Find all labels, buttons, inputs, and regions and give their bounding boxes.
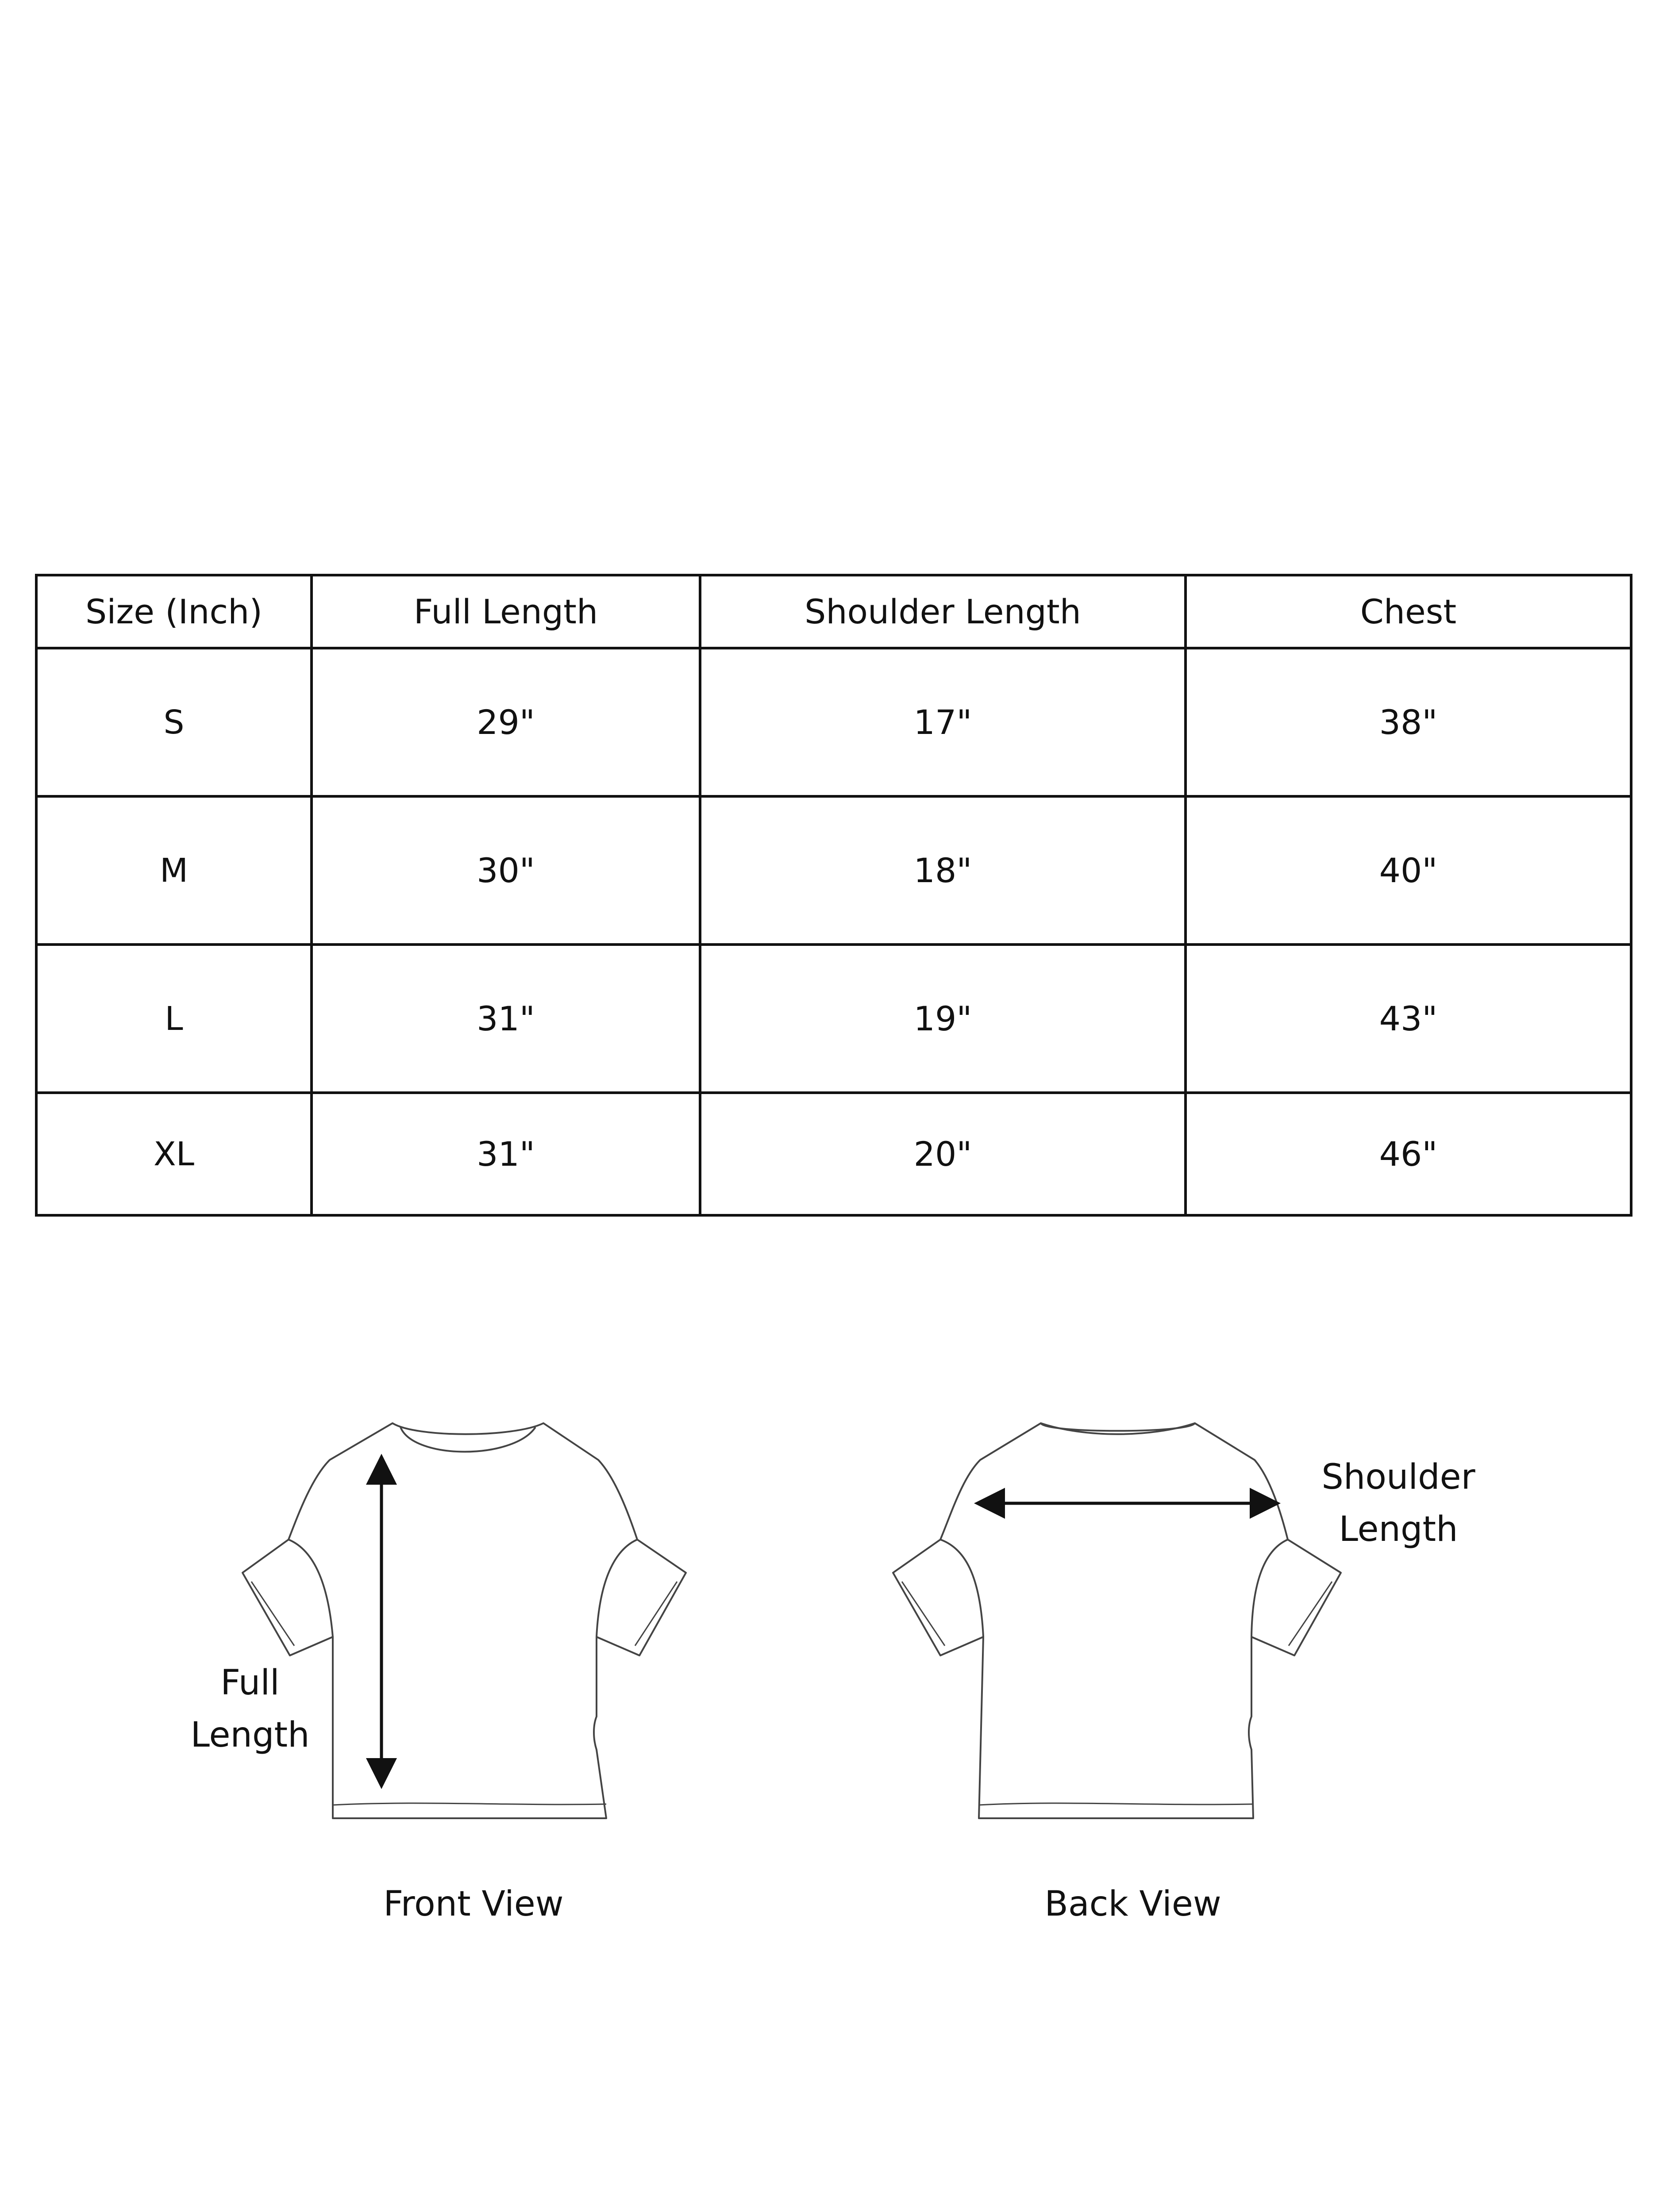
header-size: Size (Inch) (36, 575, 312, 648)
cell-shoulder-length: 20" (700, 1093, 1186, 1215)
cell-size: M (36, 796, 312, 945)
full-length-label: Full Length (190, 1663, 310, 1755)
cell-shoulder-length: 19" (700, 945, 1186, 1093)
cell-chest: 46" (1186, 1093, 1631, 1215)
front-view-caption: Front View (383, 1884, 564, 1924)
cell-chest: 40" (1186, 796, 1631, 945)
header-full-length: Full Length (312, 575, 700, 648)
header-shoulder-length: Shoulder Length (700, 575, 1186, 648)
cell-size: L (36, 945, 312, 1093)
header-chest: Chest (1186, 575, 1631, 648)
cell-size: XL (36, 1093, 312, 1215)
cell-full-length: 30" (312, 796, 700, 945)
cell-shoulder-length: 17" (700, 648, 1186, 796)
cell-full-length: 31" (312, 945, 700, 1093)
cell-chest: 43" (1186, 945, 1631, 1093)
cell-shoulder-length: 18" (700, 796, 1186, 945)
cell-full-length: 31" (312, 1093, 700, 1215)
back-view-caption: Back View (1044, 1884, 1221, 1924)
shoulder-length-label: Shoulder Length (1321, 1457, 1475, 1549)
back-tshirt-outline (893, 1423, 1341, 1818)
cell-size: S (36, 648, 312, 796)
cell-full-length: 29" (312, 648, 700, 796)
cell-chest: 38" (1186, 648, 1631, 796)
